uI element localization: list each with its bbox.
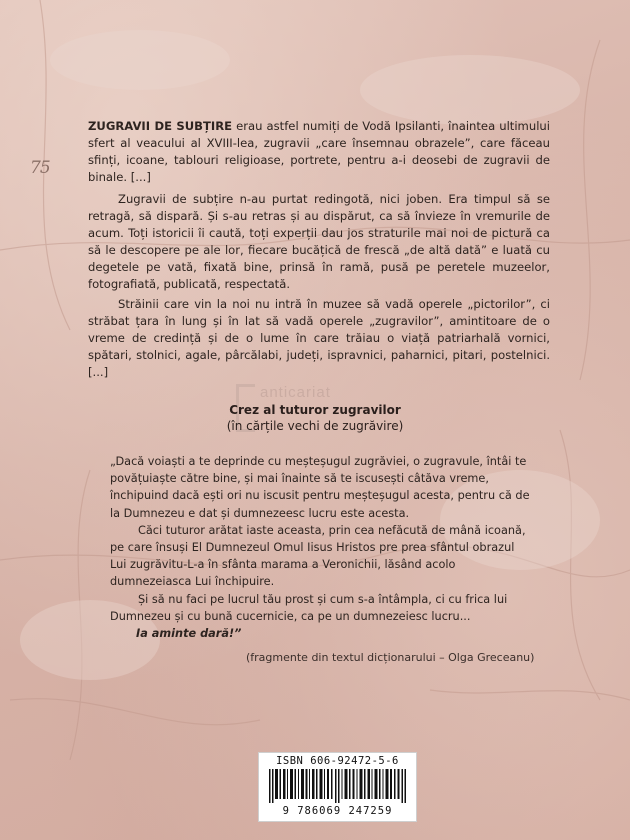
intro-paragraph [88, 118, 550, 186]
intro-lead-term: ZUGRAVII DE SUBȚIRE [88, 119, 233, 133]
second-paragraph-text: Zugravii de subțire n-au purtat redingotă, nici joben. Era timpul să se retragă, să dispară. Și s-au retras și au dispărut, ca să învieze în vremurile de acum. Toți istoricii îi caută, toți experții dau jos straturile mai noi de pictură ca să le descopere pe ale lor, fiecare bucățică de frescă „de altă dată” e luată cu degetele pe vată, fixată bine, prinsă în ramă, pusă pe peretele muzeelor, fotografiată, publicată, respectată. [88, 192, 550, 291]
isbn-number: ISBN 606-92472-5-6 [276, 755, 399, 767]
credo-closing-bold: Ia aminte dară! [136, 627, 235, 641]
handwritten-margin-note: 75 [30, 158, 50, 178]
barcode-bars [269, 769, 407, 803]
credo-subtitle: (în cărțile vechi de zugrăvire) [226, 419, 404, 433]
credo-paragraph-2: Căci tuturor arătat iaste aceasta, prin cea nefăcută de mână icoană, pe care însuși El Dumnezeul Omul Iisus Hristos pre prea sfântul obrazul Lui zugrăvitu-L-a în sfânta marama a Veronichii, lăsând acolo dumnezeiasca Lui închipuire. [110, 523, 526, 589]
source-citation: (fragmente din textul dicționarului – Olga Greceanu) [246, 651, 535, 664]
credo-paragraph-1: „Dacă voiaști a te deprinde cu meșteșugul zugrăviei, o zugravule, întâi te povățuiaște către bine, și mai înainte să te iscusești câtăva vreme, închipuind dacă ești ori nu iscusit pentru meșteșugul acesta, pentru că de la Dumnezeu e dat și dumnezeesc lucru este acesta. [110, 455, 530, 520]
watermark-text: anticariat [260, 384, 331, 401]
credo-closing-quote: ” [234, 627, 242, 641]
third-paragraph [88, 296, 550, 381]
intro-body: erau astfel numiți de Vodă Ipsilanti, înaintea ultimului sfert al veacului al XVIII-lea, zugravii „care însemnau obrazele”, care făceau sfinți, icoane, tablouri religioase, portrete, pentru a-i deosebi de zugravii de binale. [...] [88, 119, 550, 184]
credo-closing [110, 625, 530, 642]
ean-number: 9 786069 247259 [282, 805, 393, 817]
second-paragraph [88, 191, 550, 293]
credo-title: Crez al tuturor zugravilor [229, 403, 401, 417]
credo-paragraph-3: Și să nu faci pe lucrul tău prost și cum s-a întâmpla, ci cu frica lui Dumnezeu și cu bună cucernicie, ca pe un dumnezeiesc lucru... [110, 592, 508, 623]
third-paragraph-text: Străinii care vin la noi nu intră în muzee să vadă operele „pictorilor”, ci străbat țara în lung și în lat să vadă operele „zugravilor”, amintitoare de o vreme de credință și de o lume în care trăiau o viață patriarhală vornici, spătari, stolnici, agale, pârcălabi, județi, ispravnici, paharnici, pitari, postelnici. [...] [88, 297, 550, 379]
credo-text [110, 453, 530, 642]
isbn-barcode [258, 752, 417, 822]
